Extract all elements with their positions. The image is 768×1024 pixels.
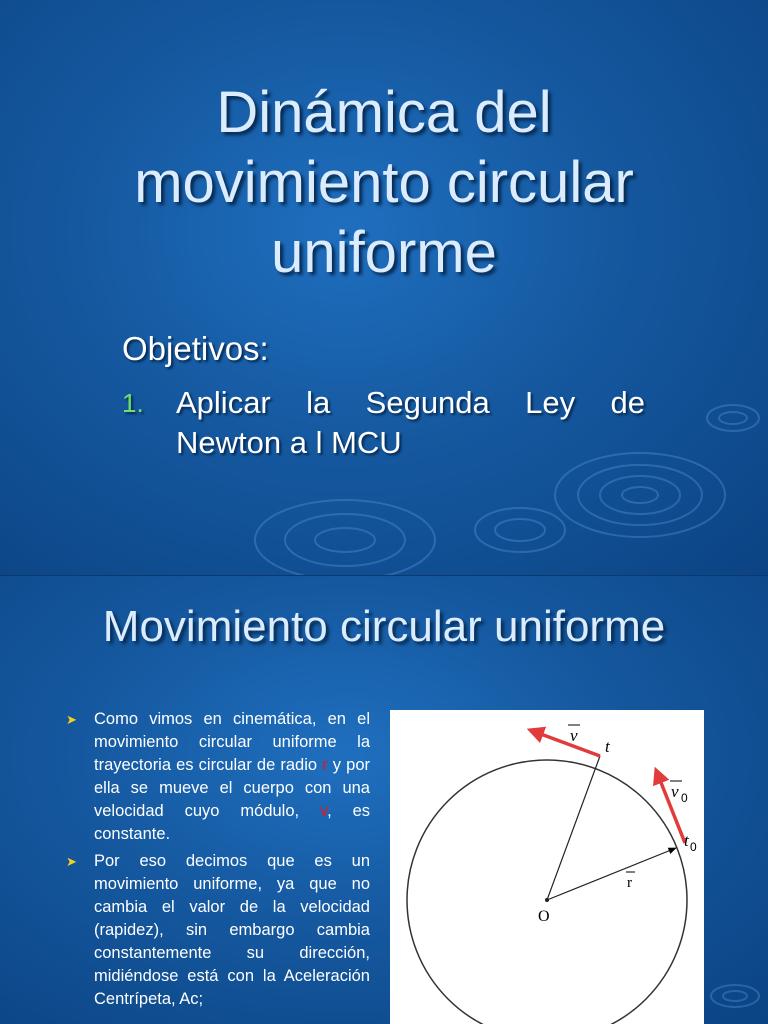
bullet-text: Por eso decimos que es un movimiento uniforme, ya que no cambia el valor de la velocidad (rapidez), sin embargo cambia constantemente su dirección, midiéndose está con la Aceleración Centrípeta, Ac;: [94, 852, 370, 1008]
objectives-heading: Objetivos:: [122, 330, 269, 367]
label-o: O: [538, 908, 550, 925]
bullet-text: y por ella se mueve el cuerpo con una velocidad cuyo módulo,: [94, 756, 370, 820]
bullet-item-2: [66, 850, 370, 1011]
slide-1-title: [40, 78, 728, 288]
label-v0: v: [671, 782, 679, 801]
objective-word: la: [306, 385, 331, 420]
objective-word: Segunda: [365, 385, 490, 420]
point-o: [545, 898, 549, 902]
title-line: Dinámica del: [216, 80, 552, 145]
label-t: t: [605, 737, 610, 756]
circular-motion-diagram: [390, 710, 704, 1024]
objective-word: Ley: [525, 385, 576, 420]
slide-2: [0, 576, 768, 1024]
bullet-text: Como vimos en cinemática, en el movimiento circular uniforme la trayectoria es circular de radio: [94, 710, 370, 774]
arrow-bullet-icon: ➤: [66, 712, 77, 727]
title-line: uniforme: [271, 220, 497, 285]
slide-2-title: Movimiento circular uniforme: [102, 602, 666, 651]
bullet-item-1: [66, 708, 370, 846]
label-t0: t: [684, 831, 689, 850]
bullet-list: [66, 708, 370, 1015]
radius-vector-r: [547, 848, 676, 900]
objective-word: de: [610, 385, 645, 420]
objective-number: 1.: [122, 388, 144, 418]
label-t0-subscript: 0: [690, 840, 697, 854]
arrow-bullet-icon: ➤: [66, 854, 77, 869]
radius-to-t: [547, 756, 600, 900]
trajectory-circle: [407, 760, 687, 1024]
highlight-v: v: [320, 802, 328, 820]
title-line: movimiento circular: [134, 150, 634, 215]
objective-line-1: [122, 383, 645, 423]
label-v: v: [570, 726, 578, 745]
velocity-vector-v: [530, 730, 600, 756]
objective-word: Aplicar: [176, 385, 271, 420]
objective-line-2: Newton a l MCU: [176, 425, 402, 460]
objective-words: [176, 383, 645, 423]
highlight-r: r: [322, 756, 328, 774]
objective-item-1: [122, 383, 645, 463]
label-v0-subscript: 0: [681, 791, 688, 805]
circular-motion-figure: [390, 710, 704, 1024]
label-r: r: [627, 875, 632, 891]
bullet-text: , es constante.: [94, 802, 370, 843]
